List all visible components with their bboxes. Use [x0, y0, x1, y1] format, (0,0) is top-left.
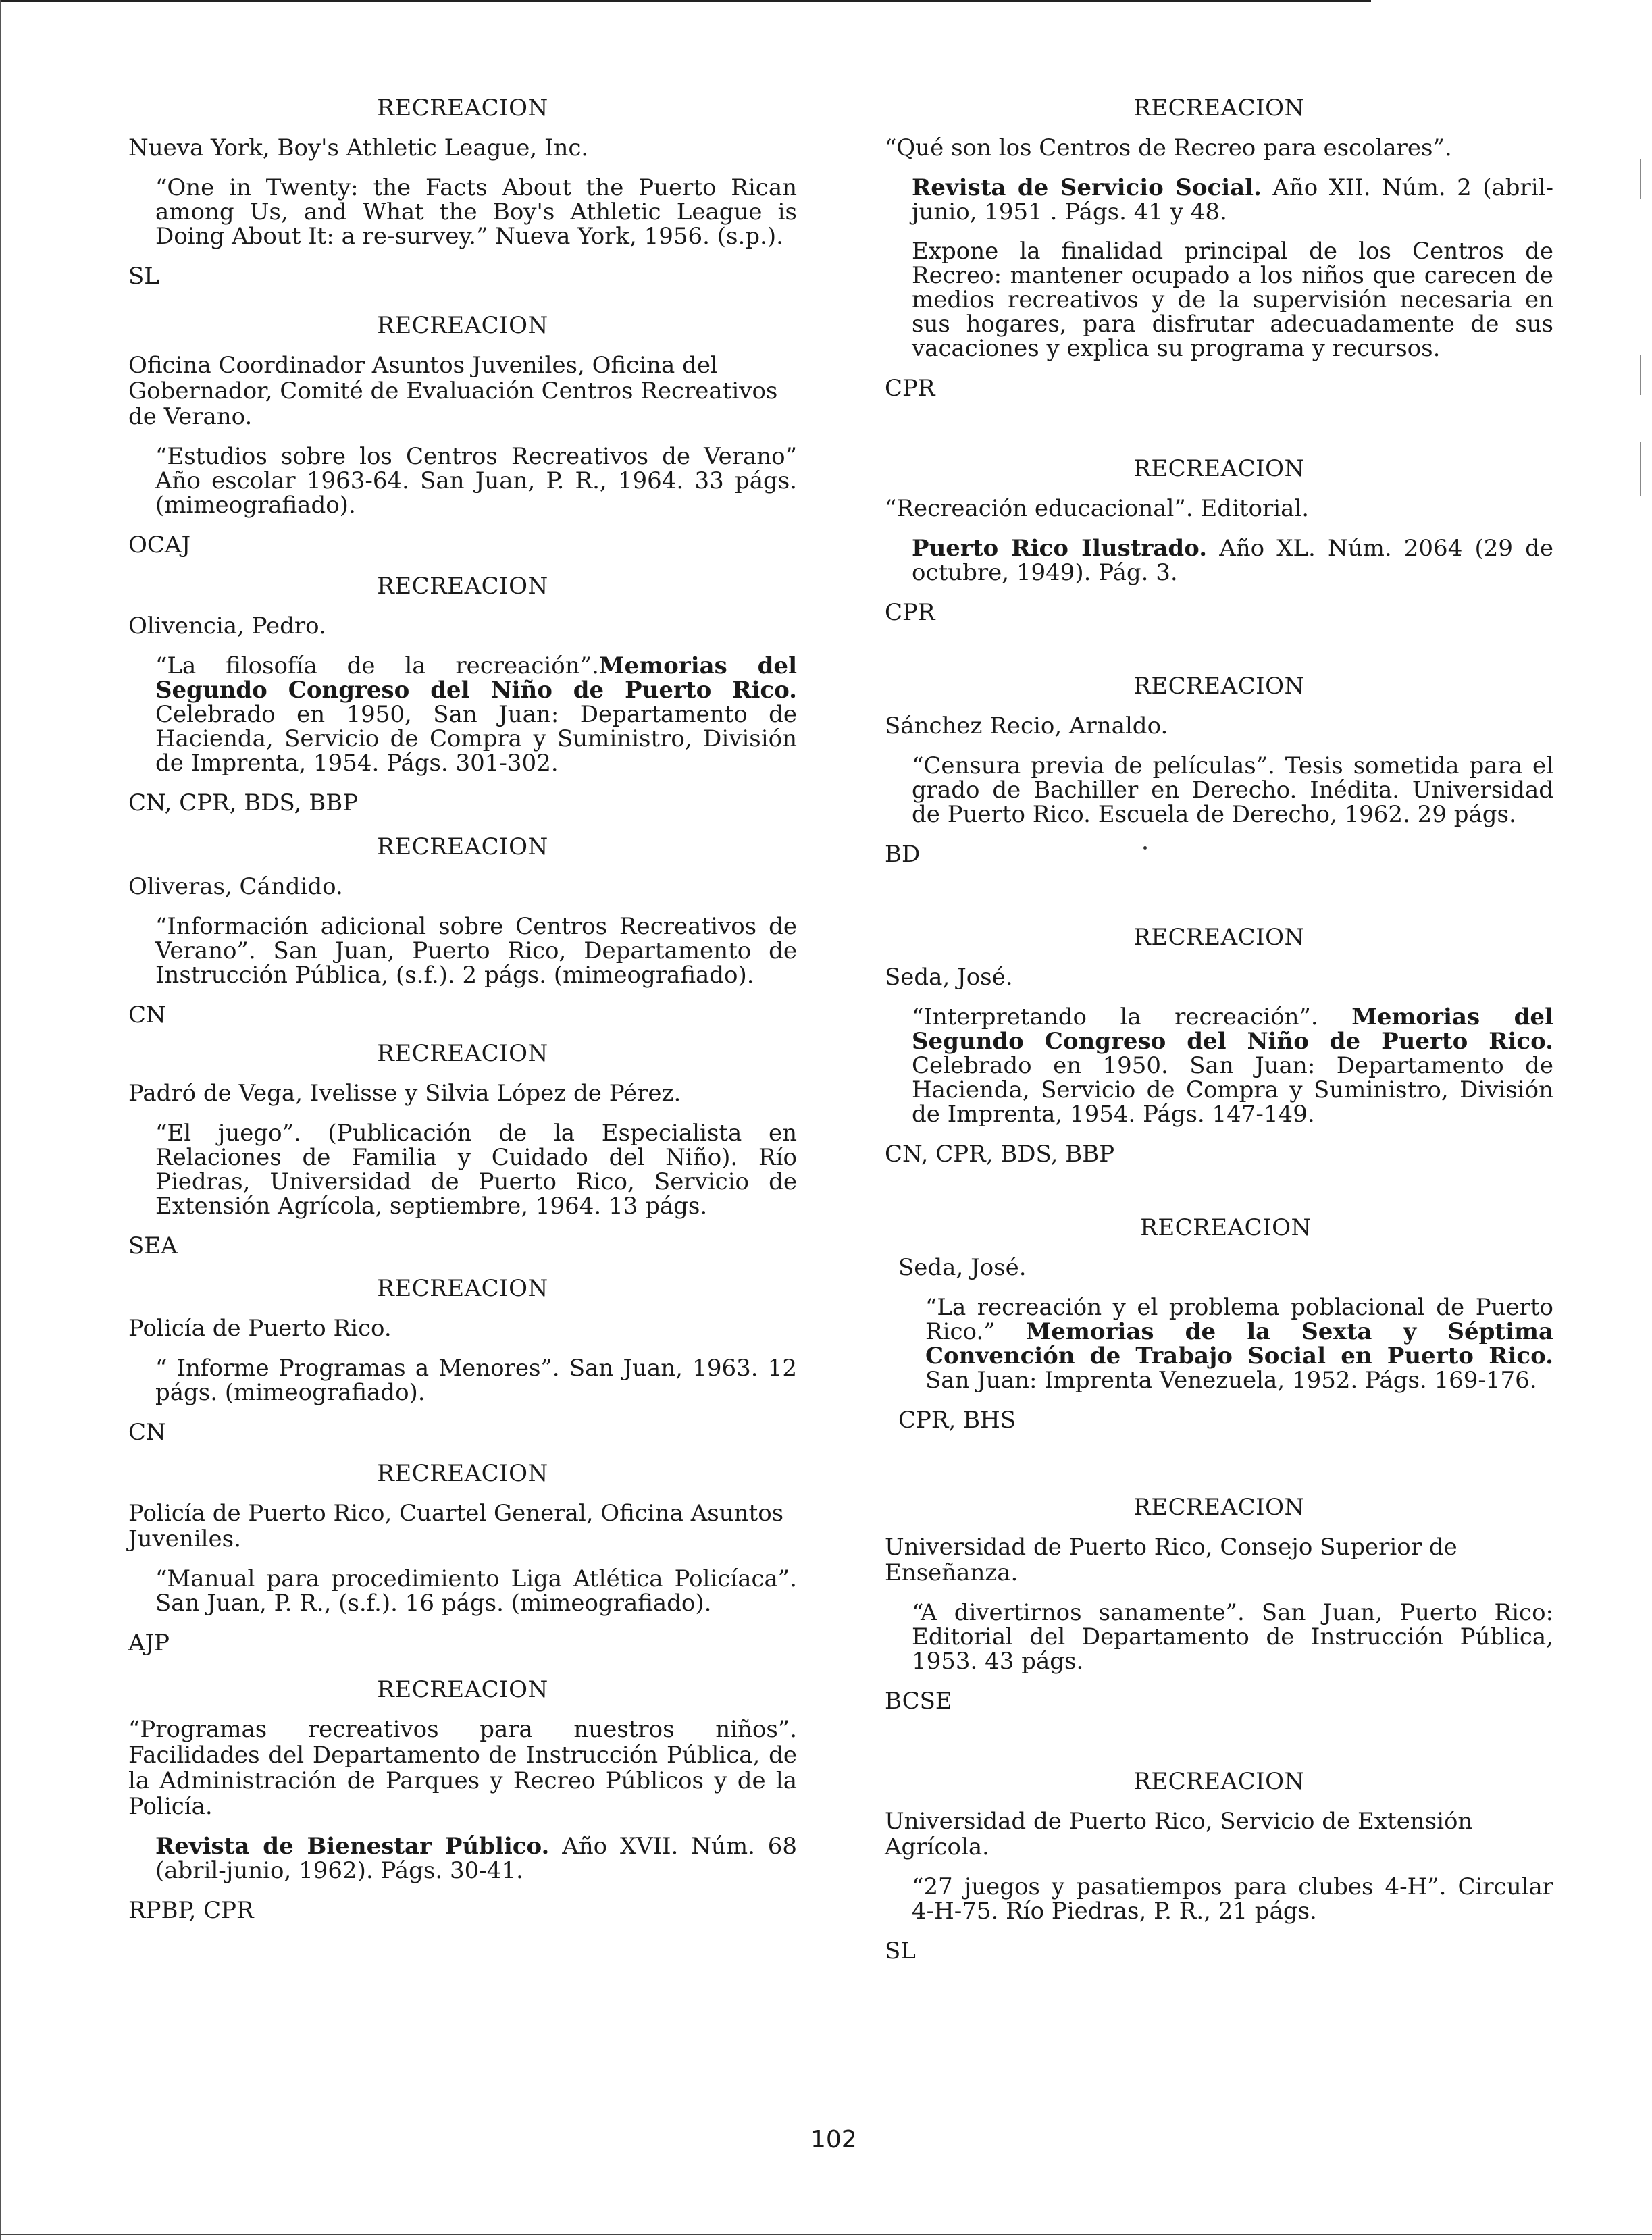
page-number: 102: [810, 2126, 857, 2154]
entry-locations: SL: [885, 1937, 916, 1964]
bibliography-entry: [128, 312, 797, 558]
entry-heading: RECREACION: [1133, 1494, 1305, 1521]
entry-author: Olivencia, Pedro.: [128, 613, 326, 640]
entry-heading: RECREACION: [377, 95, 548, 122]
entry-locations: CN, CPR, BDS, BBP: [885, 1141, 1115, 1168]
entry-author: Padró de Vega, Ivelisse y Silvia López de Pérez.: [128, 1080, 681, 1107]
entry-heading: RECREACION: [377, 312, 548, 339]
entry-locations: CPR: [885, 375, 935, 402]
entry-citation: “One in Twenty: the Facts About the Puerto Rican among Us, and What the Boy's Athletic League is Doing About It: a re-survey.” Nueva York, 1956. (s.p.).: [155, 174, 797, 250]
publication-title: Puerto Rico Ilustrado.: [912, 535, 1208, 562]
publication-title: Revista de Bienestar Público.: [155, 1833, 550, 1860]
entry-citation: “Estudios sobre los Centros Recreativos de Verano” Año escolar 1963-64. San Juan, P. R., 1964. 33 págs. (mimeografiado).: [155, 443, 797, 519]
entry-locations: CN: [128, 1001, 166, 1028]
entry-author: “Recreación educacional”. Editorial.: [885, 495, 1310, 522]
entry-heading: RECREACION: [377, 1676, 548, 1703]
entry-locations: SEA: [128, 1232, 178, 1259]
bibliography-entry: [128, 573, 797, 816]
entry-locations: CN: [128, 1419, 166, 1446]
entry-author: Universidad de Puerto Rico, Consejo Superior de Enseñanza.: [885, 1534, 1457, 1586]
bibliography-entry: [885, 1214, 1553, 1433]
entry-heading: RECREACION: [1133, 1768, 1305, 1795]
entry-citation: [912, 176, 1553, 224]
entry-annotation: Expone la finalidad principal de los Centros de Recreo: mantener ocupado a los niños que carecen de medios recreativos y de la supervisión necesaria en sus hogares, para disfrutar adecuadamente de sus vacaciones y explica su programa y recursos.: [912, 238, 1553, 362]
citation-details: Año XII. Núm. 2 (abril-junio, 1951 . Págs. 41 y 48.: [912, 174, 1553, 226]
entry-locations: SL: [128, 263, 159, 290]
entry-heading: RECREACION: [1133, 673, 1305, 700]
margin-mark: [1640, 355, 1641, 395]
margin-mark: [1640, 159, 1641, 199]
entry-heading: RECREACION: [377, 1275, 548, 1302]
entry-locations: BD: [885, 841, 921, 868]
entry-citation: [925, 1295, 1553, 1392]
left-column: [128, 95, 797, 1923]
citation-title: “La recreación y el problema poblacional de Puerto Rico.”: [925, 1294, 1553, 1345]
entry-author: Policía de Puerto Rico, Cuartel General, Oficina Asuntos Juveniles.: [128, 1500, 784, 1553]
entry-citation: “Censura previa de películas”. Tesis sometida para el grado de Bachiller en Derecho. Inédita. Universidad de Puerto Rico. Escuela de Derecho, 1962. 29 págs.: [912, 752, 1553, 828]
entry-citation: [155, 654, 797, 775]
entry-heading: RECREACION: [377, 1460, 548, 1487]
bibliography-entry: [128, 1275, 797, 1445]
entry-author: Policía de Puerto Rico.: [128, 1315, 392, 1342]
entry-locations: BCSE: [885, 1688, 952, 1715]
entry-citation: [155, 1834, 797, 1883]
entry-locations: AJP: [128, 1630, 170, 1657]
entry-heading: RECREACION: [377, 833, 548, 860]
bibliography-entry: [885, 95, 1553, 401]
entry-heading: RECREACION: [1133, 95, 1305, 122]
entry-citation: “Manual para procedimiento Liga Atlética Policíaca”. San Juan, P. R., (s.f.). 16 págs. (mimeografiado).: [155, 1565, 797, 1617]
margin-mark: [1640, 442, 1641, 496]
entry-citation: [912, 536, 1553, 585]
entry-author: Seda, José.: [885, 964, 1013, 991]
bibliography-entry: [885, 673, 1553, 867]
entry-author: Seda, José.: [898, 1254, 1027, 1281]
entry-heading: RECREACION: [1133, 455, 1305, 482]
left-frame-line: [0, 0, 1, 2240]
bibliography-entry: [128, 1676, 797, 1923]
entry-heading: RECREACION: [1133, 924, 1305, 951]
bibliography-entry: [128, 1040, 797, 1259]
publication-title: Revista de Servicio Social.: [912, 174, 1262, 201]
citation-title: “Interpretando la recreación”.: [912, 1004, 1352, 1031]
entry-citation: “A divertirnos sanamente”. San Juan, Puerto Rico: Editorial del Departamento de Instrucción Pública, 1953. 43 págs.: [912, 1599, 1553, 1675]
entry-locations: OCAJ: [128, 531, 191, 558]
entry-locations: CPR, BHS: [898, 1407, 1016, 1434]
citation-details: San Juan: Imprenta Venezuela, 1952. Págs. 169-176.: [925, 1367, 1537, 1394]
entry-author: Universidad de Puerto Rico, Servicio de Extensión Agrícola.: [885, 1808, 1473, 1860]
entry-author: “Qué son los Centros de Recreo para escolares”.: [885, 134, 1452, 161]
publication-title: Memorias de la Sexta y Séptima Convención de Trabajo Social en Puerto Rico.: [925, 1318, 1553, 1370]
bibliography-entry: [885, 1494, 1553, 1714]
citation-details: Celebrado en 1950. San Juan: Departamento de Hacienda, Servicio de Compra y Suministro, División de Imprenta, 1954. Págs. 147-149.: [912, 1052, 1553, 1128]
publication-title: Memorias del Segundo Congreso del Niño de Puerto Rico.: [155, 652, 797, 704]
entry-citation: “Información adicional sobre Centros Recreativos de Verano”. San Juan, Puerto Rico, Departamento de Instrucción Pública, (s.f.). 2 págs. (mimeografiado).: [155, 913, 797, 989]
entry-locations: CPR: [885, 599, 935, 626]
entry-heading: RECREACION: [377, 1040, 548, 1067]
bibliography-entry: [128, 95, 797, 289]
citation-details: Año XVII. Núm. 68 (abril-junio, 1962). Págs. 30-41.: [155, 1833, 797, 1884]
entry-locations: CN, CPR, BDS, BBP: [128, 789, 359, 816]
entry-locations: RPBP, CPR: [128, 1897, 254, 1924]
bibliography-entry: [128, 833, 797, 1028]
entry-heading: RECREACION: [1140, 1214, 1312, 1241]
entry-author: Nueva York, Boy's Athletic League, Inc.: [128, 134, 589, 161]
bottom-frame-line: [0, 2234, 1652, 2235]
citation-title: “La filosofía de la recreación”.: [155, 652, 599, 679]
entry-author: Sánchez Recio, Arnaldo.: [885, 712, 1168, 739]
entry-heading: RECREACION: [377, 573, 548, 600]
entry-author: “Programas recreativos para nuestros niños”. Facilidades del Departamento de Instrucción Pública, de la Administración de Parques y Recreo Públicos y de la Policía.: [128, 1716, 797, 1820]
entry-citation: [912, 1005, 1553, 1126]
bibliography-entry: [885, 455, 1553, 625]
entry-citation: “27 juegos y pasatiempos para clubes 4-H”. Circular 4-H-75. Río Piedras, P. R., 21 págs.: [912, 1873, 1553, 1925]
bibliography-entry: [885, 924, 1553, 1167]
entry-author: Oliveras, Cándido.: [128, 873, 343, 900]
citation-details: Año XL. Núm. 2064 (29 de octubre, 1949). Pág. 3.: [912, 535, 1553, 586]
entry-citation: “ Informe Programas a Menores”. San Juan, 1963. 12 págs. (mimeografiado).: [155, 1355, 797, 1406]
bibliography-entry: [885, 1768, 1553, 1964]
entry-author: Oficina Coordinador Asuntos Juveniles, Oficina del Gobernador, Comité de Evaluación Centros Recreativos de Verano.: [128, 352, 778, 430]
bibliography-entry: [128, 1460, 797, 1656]
top-rule: [0, 0, 1371, 2]
citation-details: Celebrado en 1950, San Juan: Departamento de Hacienda, Servicio de Compra y Suministro, División de Imprenta, 1954. Págs. 301-302.: [155, 701, 797, 777]
right-column: [885, 95, 1553, 1964]
entry-citation: “El juego”. (Publicación de la Especialista en Relaciones de Familia y Cuidado del Niño). Río Piedras, Universidad de Puerto Rico, Servicio de Extensión Agrícola, septiembre, 1964. 13 págs.: [155, 1120, 797, 1220]
publication-title: Memorias del Segundo Congreso del Niño de Puerto Rico.: [912, 1004, 1553, 1055]
